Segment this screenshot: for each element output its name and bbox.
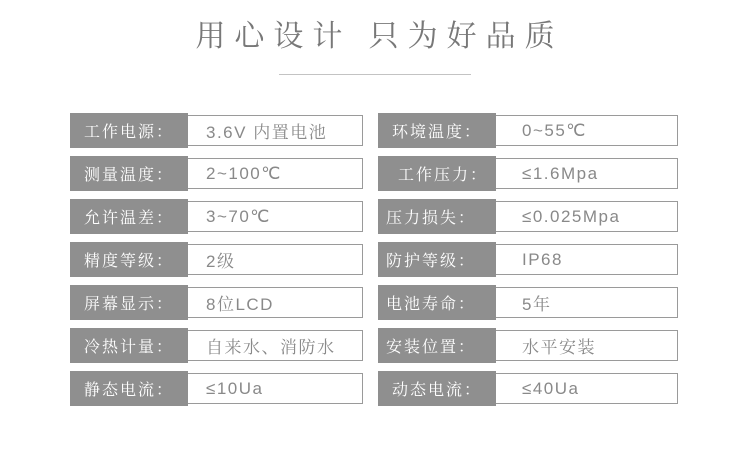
spec-value: 8位LCD — [188, 287, 363, 318]
spec-label: 工作电源： — [70, 113, 188, 148]
spec-label: 动态电流： — [378, 371, 496, 406]
spec-row — [378, 371, 678, 406]
page-title: 用心设计 只为好品质 — [195, 20, 564, 53]
spec-row — [70, 242, 363, 277]
spec-column-right — [378, 113, 678, 406]
spec-label: 允许温差： — [70, 199, 188, 234]
spec-value: ≤1.6Mpa — [496, 158, 678, 189]
spec-row — [70, 328, 363, 363]
spec-row — [378, 156, 678, 191]
spec-value: 3~70℃ — [188, 201, 363, 232]
spec-row — [70, 199, 363, 234]
spec-row — [70, 156, 363, 191]
spec-column-left — [70, 113, 363, 406]
spec-label: 安装位置： — [378, 328, 496, 363]
spec-value: 水平安装 — [496, 330, 678, 361]
title-underline — [279, 74, 471, 75]
spec-row — [378, 242, 678, 277]
spec-label: 电池寿命： — [378, 285, 496, 320]
spec-label: 静态电流： — [70, 371, 188, 406]
spec-label: 测量温度： — [70, 156, 188, 191]
spec-value: 5年 — [496, 287, 678, 318]
spec-value: 0~55℃ — [496, 115, 678, 146]
spec-label: 冷热计量： — [70, 328, 188, 363]
spec-label: 压力损失： — [378, 199, 496, 234]
spec-label: 精度等级： — [70, 242, 188, 277]
spec-value: IP68 — [496, 244, 678, 275]
spec-row — [378, 328, 678, 363]
spec-value: 2~100℃ — [188, 158, 363, 189]
spec-label: 环境温度： — [378, 113, 496, 148]
spec-row — [378, 285, 678, 320]
spec-value: 2级 — [188, 244, 363, 275]
header — [0, 0, 750, 75]
spec-value: 3.6V 内置电池 — [188, 115, 363, 146]
spec-value: ≤40Ua — [496, 373, 678, 404]
spec-row — [70, 113, 363, 148]
spec-row — [378, 199, 678, 234]
spec-row — [70, 371, 363, 406]
spec-value: 自来水、消防水 — [188, 330, 363, 361]
spec-value: ≤10Ua — [188, 373, 363, 404]
spec-row — [70, 285, 363, 320]
spec-grid — [0, 113, 750, 406]
spec-value: ≤0.025Mpa — [496, 201, 678, 232]
spec-label: 屏幕显示： — [70, 285, 188, 320]
spec-label: 防护等级： — [378, 242, 496, 277]
spec-label: 工作压力： — [378, 156, 496, 191]
spec-row — [378, 113, 678, 148]
